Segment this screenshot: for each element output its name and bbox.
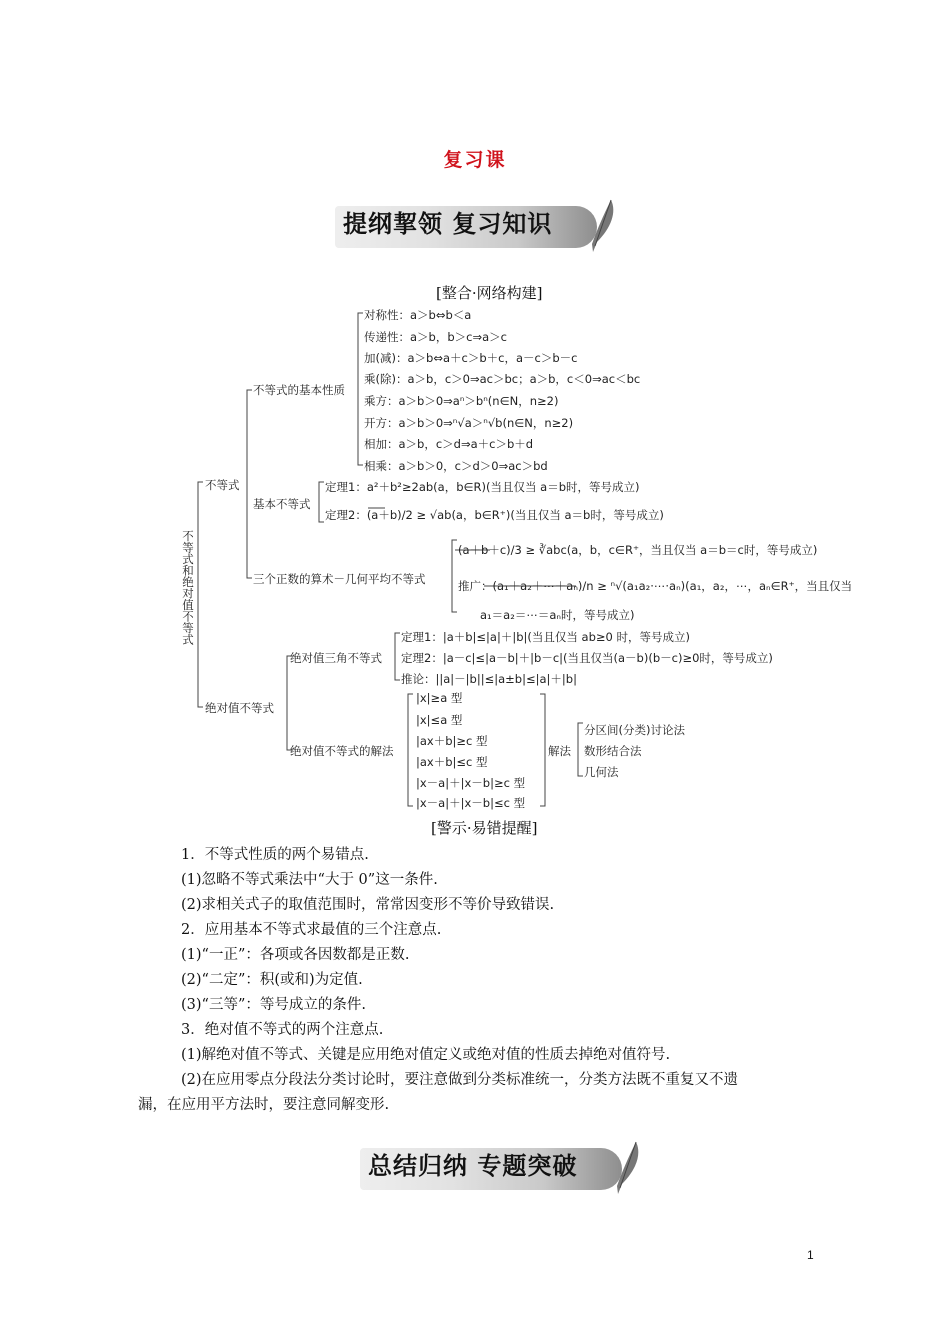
solving-type: |x－a|＋|x－b|≤c 型 [416, 796, 526, 810]
paragraph-line: (2)求相关式子的取值范围时，常常因变形不等价导致错误. [181, 897, 555, 913]
banner-top-text: 提纲挈领 复习知识 [343, 210, 553, 238]
paragraph-line: 3．绝对值不等式的两个注意点. [181, 1022, 384, 1038]
triangle-item: 推论：||a|－|b||≤|a±b|≤|a|＋|b| [401, 672, 577, 686]
basic-properties-label: 不等式的基本性质 [253, 383, 345, 397]
branch-absolute: 绝对值不等式 [205, 701, 274, 715]
property-item: 加(减)：a＞b⇔a＋c＞b＋c，a－c＞b－c [364, 351, 578, 365]
paragraph-line: (2)在应用零点分段法分类讨论时，要注意做到分类标准统一，分类方法既不重复又不遗 [181, 1072, 739, 1088]
root-label: 不等式和绝对值不等式 [181, 530, 195, 645]
property-item: 乘(除)：a＞b，c＞0⇒ac＞bc；a＞b，c＜0⇒ac＜bc [364, 372, 641, 386]
solving-label: 绝对值不等式的解法 [290, 744, 394, 758]
solving-type: |x－a|＋|x－b|≥c 型 [416, 776, 526, 790]
method-item: 分区间(分类)讨论法 [584, 723, 685, 737]
paragraph-line: 漏，在应用平方法时，要注意同解变形. [138, 1097, 390, 1113]
property-item: 相加：a＞b，c＞d⇒a＋c＞b＋d [364, 437, 534, 451]
am-gm-label: 三个正数的算术－几何平均不等式 [253, 572, 426, 586]
triangle-item: 定理2：|a－c|≤|a－b|＋|b－c|(当且仅当(a－b)(b－c)≥0时，等号成立) [401, 651, 773, 665]
method-label: 解法 [548, 744, 571, 758]
solving-type: |ax＋b|≥c 型 [416, 734, 488, 748]
property-item: 乘方：a＞b＞0⇒aⁿ＞bⁿ(n∈N，n≥2) [364, 394, 559, 408]
paragraph-line: 1．不等式性质的两个易错点. [181, 847, 369, 863]
am-gm-item: a₁＝a₂＝⋯＝aₙ时，等号成立) [480, 608, 635, 622]
section-banner-bottom [360, 1140, 640, 1200]
branch-inequality: 不等式 [205, 478, 240, 492]
paragraph-line: (1)忽略不等式乘法中“大于 0”这一条件. [181, 872, 438, 888]
paragraph-line: (1)“一正”：各项或各因数都是正数. [181, 947, 410, 963]
triangle-label: 绝对值三角不等式 [290, 651, 382, 665]
property-item: 传递性：a＞b，b＞c⇒a＞c [364, 330, 507, 344]
page-number: 1 [807, 1248, 814, 1262]
basic-inequality-item: 定理1：a²＋b²≥2ab(a，b∈R)(当且仅当 a＝b时，等号成立) [325, 480, 640, 494]
basic-inequality-item: 定理2：(a＋b)/2 ≥ √ab(a，b∈R⁺)(当且仅当 a＝b时，等号成立) [325, 508, 664, 522]
quill-icon [612, 1140, 642, 1196]
solving-type: |ax＋b|≤c 型 [416, 755, 488, 769]
property-item: 相乘：a＞b＞0，c＞d＞0⇒ac＞bd [364, 459, 548, 473]
method-item: 数形结合法 [584, 744, 642, 758]
page-title: 复习课 [443, 149, 507, 171]
paragraph-line: (1)解绝对值不等式、关键是应用绝对值定义或绝对值的性质去掉绝对值符号. [181, 1047, 671, 1063]
solving-type: |x|≤a 型 [416, 713, 463, 727]
solving-type: |x|≥a 型 [416, 691, 463, 705]
paragraph-line: (2)“二定”：积(或和)为定值. [181, 972, 363, 988]
triangle-item: 定理1：|a＋b|≤|a|＋|b|(当且仅当 ab≥0 时，等号成立) [401, 630, 690, 644]
property-item: 开方：a＞b＞0⇒ⁿ√a＞ⁿ√b(n∈N，n≥2) [364, 416, 574, 430]
am-gm-item: 推广：(a₁＋a₂＋⋯＋aₙ)/n ≥ ⁿ√(a₁a₂·⋯·aₙ)(a₁，a₂，⋯，aₙ∈R⁺，当且仅当 [458, 579, 853, 593]
paragraph-line: (3)“三等”：等号成立的条件. [181, 997, 366, 1013]
method-item: 几何法 [584, 765, 619, 779]
property-item: 对称性：a＞b⇔b＜a [364, 308, 472, 322]
section-label-warning: [警示·易错提醒] [431, 819, 538, 837]
paragraph-line: 2．应用基本不等式求最值的三个注意点. [181, 922, 442, 938]
basic-inequality-label: 基本不等式 [253, 497, 311, 511]
section-label-network: [整合·网络构建] [436, 284, 543, 302]
banner-bottom-text: 总结归纳 专题突破 [368, 1152, 578, 1180]
am-gm-item: (a＋b＋c)/3 ≥ ∛abc(a，b，c∈R⁺，当且仅当 a＝b＝c时，等号成立) [458, 543, 818, 557]
